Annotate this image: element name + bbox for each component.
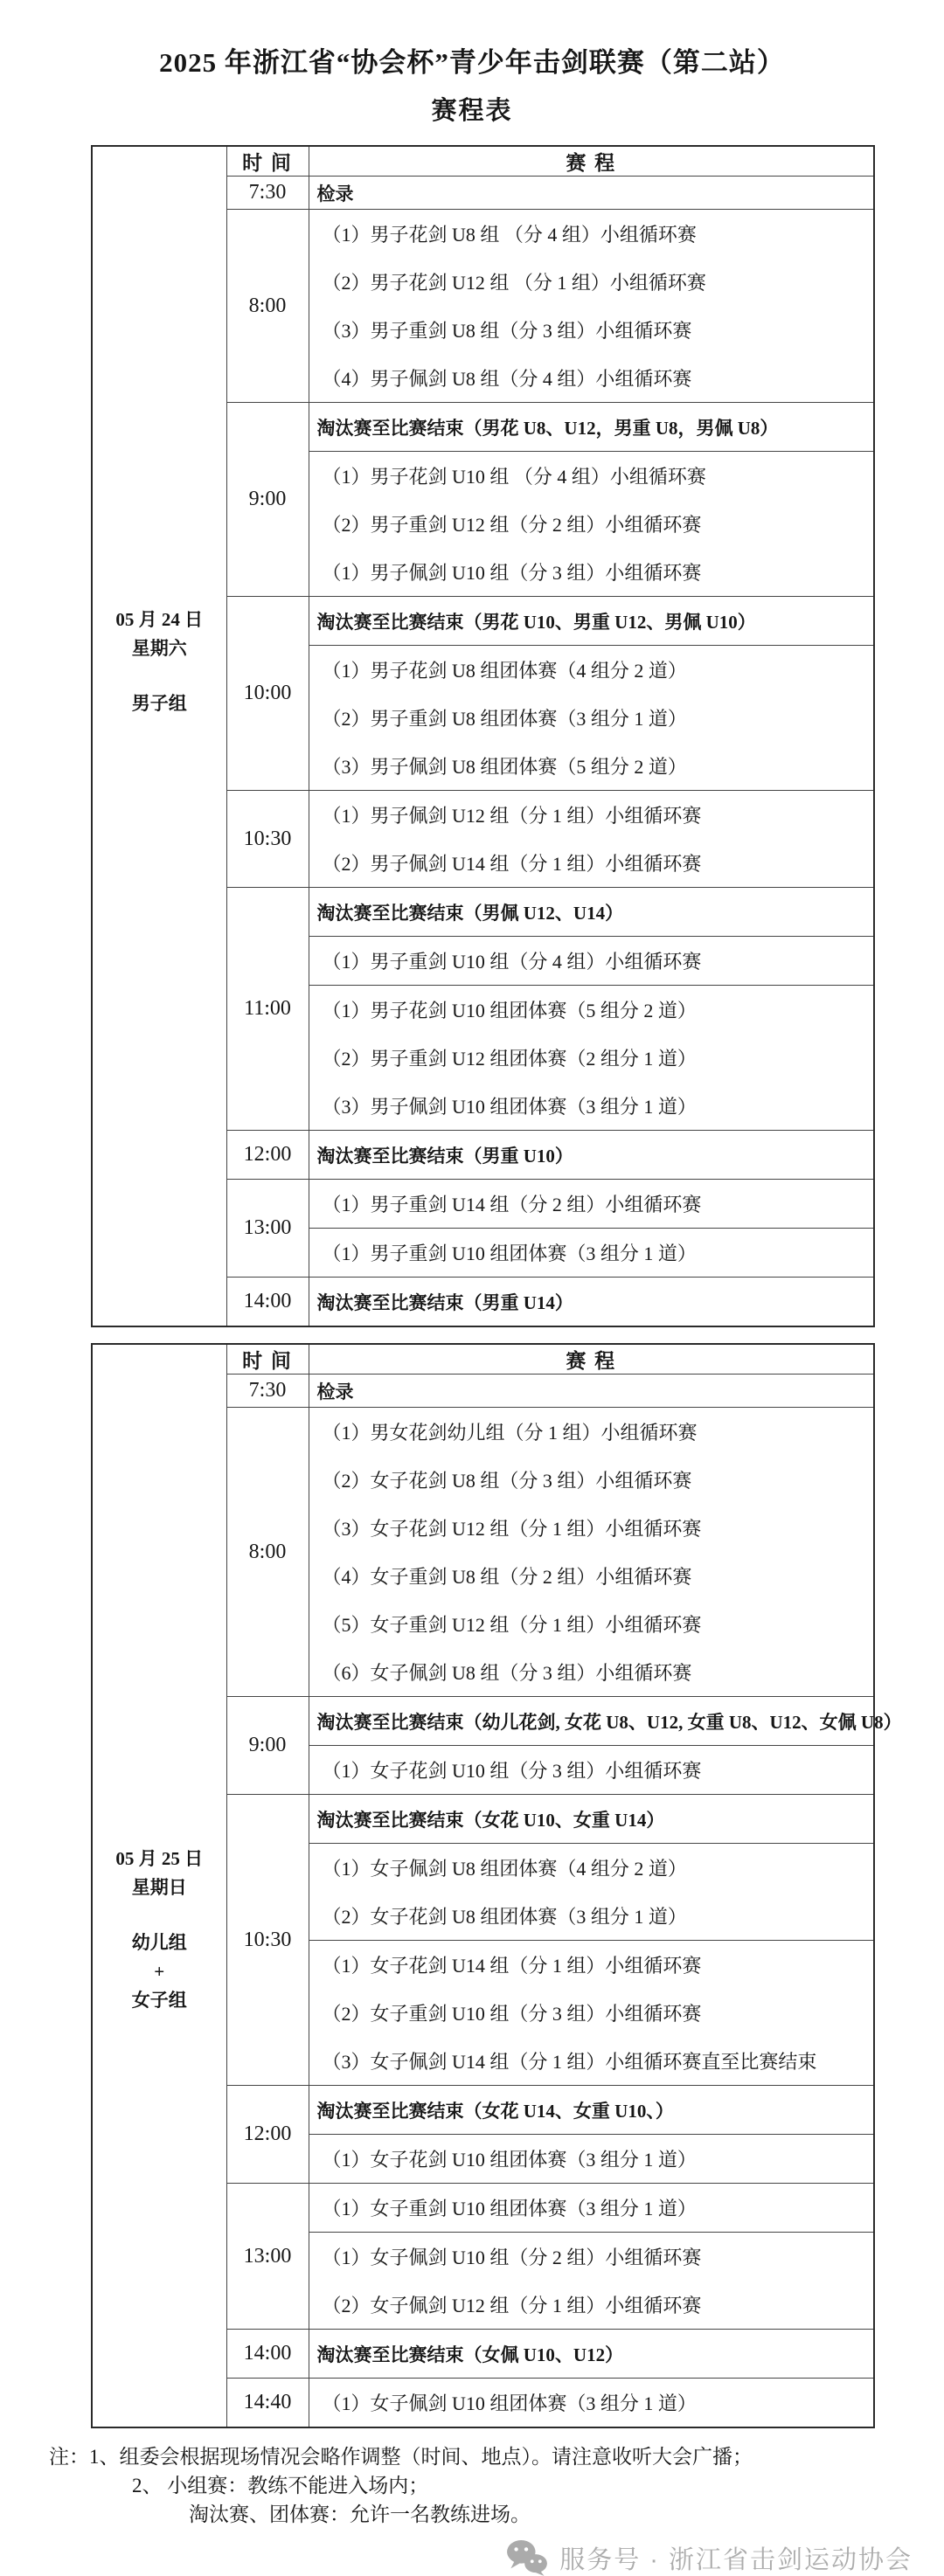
schedule-line: （1）男子重剑 U14 组（分 2 组）小组循环赛 bbox=[322, 1194, 702, 1215]
schedule-line: （3）女子佩剑 U14 组（分 1 组）小组循环赛直至比赛结束 bbox=[322, 2051, 817, 2073]
time-cell: 12:00 bbox=[226, 1131, 309, 1180]
time-column-header: 时 间 bbox=[226, 146, 309, 177]
schedule-line: 检录 bbox=[316, 1381, 354, 1402]
schedule-line: （3）男子佩剑 U8 组团体赛（5 组分 2 道） bbox=[322, 756, 687, 778]
schedule-line: 淘汰赛至比赛结束（男花 U8、U12，男重 U8，男佩 U8） bbox=[316, 417, 779, 439]
schedule-line: 淘汰赛至比赛结束（男花 U10、男重 U12、男佩 U10） bbox=[316, 611, 756, 633]
time-cell: 10:30 bbox=[226, 791, 309, 888]
schedule-line: （4）男子佩剑 U8 组（分 4 组）小组循环赛 bbox=[322, 368, 692, 390]
schedule-line: （3）男子重剑 U8 组（分 3 组）小组循环赛 bbox=[322, 320, 692, 342]
group-label-line: 星期日 bbox=[131, 1876, 187, 1898]
schedule-cell bbox=[309, 2233, 874, 2330]
schedule-line: （1）男子佩剑 U12 组（分 1 组）小组循环赛 bbox=[322, 805, 702, 827]
schedule-cell bbox=[309, 646, 874, 791]
group-label bbox=[92, 1344, 226, 2427]
schedule-table-day2 bbox=[91, 1343, 902, 2428]
schedule-line: （2）男子花剑 U12 组 （分 1 组）小组循环赛 bbox=[322, 272, 706, 294]
schedule-line: （1）男子花剑 U8 组 （分 4 组）小组循环赛 bbox=[322, 224, 697, 246]
footer-watermark bbox=[0, 2539, 944, 2576]
schedule-line: 检录 bbox=[316, 183, 354, 204]
group-label-line: 星期六 bbox=[131, 638, 187, 659]
schedule-line: （1）女子花剑 U14 组（分 1 组）小组循环赛 bbox=[322, 1955, 702, 1977]
schedule-line: （3）女子花剑 U12 组（分 1 组）小组循环赛 bbox=[322, 1518, 702, 1540]
schedule-line: （1）男子重剑 U10 组团体赛（3 组分 1 道） bbox=[322, 1243, 697, 1264]
schedule-cell bbox=[309, 1844, 874, 1941]
time-cell: 11:00 bbox=[226, 888, 309, 1131]
group-label-line: 男子组 bbox=[131, 693, 187, 714]
schedule-line: （1）女子佩剑 U10 组团体赛（3 组分 1 道） bbox=[322, 2392, 697, 2414]
schedule-line: （1）男女花剑幼儿组（分 1 组）小组循环赛 bbox=[322, 1422, 698, 1444]
group-label-line: 女子组 bbox=[131, 1989, 187, 2011]
note-line-1: 注：1、组委会根据现场情况会略作调整（时间、地点）。请注意收听大会广播； bbox=[49, 2446, 753, 2468]
schedule-line: （1）男子花剑 U10 组团体赛（5 组分 2 道） bbox=[322, 1000, 697, 1021]
schedule-cell bbox=[309, 1795, 874, 1844]
schedule-line: （3）男子佩剑 U10 组团体赛（3 组分 1 道） bbox=[322, 1096, 697, 1118]
note-line-2: 2、 小组赛：教练不能进入场内； bbox=[132, 2475, 429, 2496]
schedule-line: （2）女子花剑 U8 组（分 3 组）小组循环赛 bbox=[322, 1470, 692, 1492]
schedule-line: 淘汰赛至比赛结束（男重 U14） bbox=[316, 1291, 573, 1313]
time-cell: 7:30 bbox=[226, 177, 309, 210]
schedule-cell bbox=[309, 986, 874, 1131]
group-label-line bbox=[93, 1902, 226, 1929]
schedule-line: （4）女子重剑 U8 组（分 2 组）小组循环赛 bbox=[322, 1566, 692, 1588]
page-subtitle: 赛程表 bbox=[431, 97, 513, 125]
schedule-line: （6）女子佩剑 U8 组（分 3 组）小组循环赛 bbox=[322, 1662, 692, 1684]
group-label-line: 05 月 25 日 bbox=[115, 1847, 204, 1869]
schedule-line: （2）男子重剑 U12 组团体赛（2 组分 1 道） bbox=[322, 1048, 697, 1070]
schedule-cell bbox=[309, 1229, 874, 1278]
schedule-cell bbox=[309, 1131, 874, 1180]
time-cell: 13:00 bbox=[226, 2184, 309, 2330]
schedule-line: （2）男子重剑 U8 组团体赛（3 组分 1 道） bbox=[322, 708, 687, 730]
group-label-line: + bbox=[154, 1960, 165, 1982]
schedule-cell bbox=[309, 1697, 902, 1746]
schedule-line: （5）女子重剑 U12 组（分 1 组）小组循环赛 bbox=[322, 1614, 702, 1636]
group-label-line: 05 月 24 日 bbox=[115, 609, 204, 630]
time-cell: 8:00 bbox=[226, 1408, 309, 1697]
time-cell: 10:30 bbox=[226, 1795, 309, 2086]
schedule-table-day2-body bbox=[92, 1344, 902, 2427]
schedule-line: （2）男子佩剑 U14 组（分 1 组）小组循环赛 bbox=[322, 853, 702, 875]
time-column-header: 时 间 bbox=[226, 1344, 309, 1375]
schedule-cell bbox=[309, 1941, 874, 2086]
note-line-3: 淘汰赛、团体赛：允许一名教练进场。 bbox=[189, 2503, 531, 2525]
schedule-line: 淘汰赛至比赛结束（女佩 U10、U12） bbox=[316, 2344, 624, 2365]
schedule-line: （2）女子重剑 U10 组（分 3 组）小组循环赛 bbox=[322, 2003, 702, 2025]
schedule-cell bbox=[309, 452, 874, 597]
schedule-cell bbox=[309, 937, 874, 986]
time-cell: 14:40 bbox=[226, 2379, 309, 2428]
schedule-cell bbox=[309, 2086, 874, 2135]
schedule-cell bbox=[309, 2135, 874, 2184]
schedule-cell bbox=[309, 177, 874, 210]
schedule-line: 淘汰赛至比赛结束（男重 U10） bbox=[316, 1145, 573, 1167]
time-cell: 9:00 bbox=[226, 1697, 309, 1795]
schedule-cell bbox=[309, 1746, 874, 1795]
schedule-line: 淘汰赛至比赛结束（女花 U14、女重 U10、） bbox=[316, 2100, 674, 2122]
schedule-table-day1 bbox=[91, 145, 875, 1327]
time-cell: 14:00 bbox=[226, 2330, 309, 2379]
schedule-line: （1）男子花剑 U10 组 （分 4 组）小组循环赛 bbox=[322, 466, 706, 488]
time-cell: 9:00 bbox=[226, 403, 309, 597]
time-cell: 10:00 bbox=[226, 597, 309, 791]
schedule-cell bbox=[309, 210, 874, 403]
notes bbox=[49, 2442, 944, 2529]
schedule-line: 淘汰赛至比赛结束（幼儿花剑, 女花 U8、U12, 女重 U8、U12、女佩 U8） bbox=[316, 1711, 902, 1733]
schedule-cell bbox=[309, 1278, 874, 1327]
schedule-column-header: 赛 程 bbox=[309, 1344, 874, 1375]
time-cell: 8:00 bbox=[226, 210, 309, 403]
schedule-cell bbox=[309, 1180, 874, 1229]
time-cell: 12:00 bbox=[226, 2086, 309, 2184]
group-label bbox=[92, 146, 226, 1326]
schedule-cell bbox=[309, 403, 874, 452]
schedule-line: （1）男子花剑 U8 组团体赛（4 组分 2 道） bbox=[322, 660, 687, 682]
schedule-line: （1）女子花剑 U10 组（分 3 组）小组循环赛 bbox=[322, 1760, 702, 1782]
schedule-cell bbox=[309, 888, 874, 937]
schedule-line: （1）男子佩剑 U10 组（分 3 组）小组循环赛 bbox=[322, 562, 702, 584]
time-cell: 7:30 bbox=[226, 1375, 309, 1408]
schedule-line: （1）女子花剑 U10 组团体赛（3 组分 1 道） bbox=[322, 2149, 697, 2171]
schedule-cell bbox=[309, 2330, 874, 2379]
schedule-line: （1）女子重剑 U10 组团体赛（3 组分 1 道） bbox=[322, 2198, 697, 2219]
page-title: 2025 年浙江省“协会杯”青少年击剑联赛（第二站） bbox=[159, 47, 785, 78]
wechat-icon bbox=[506, 2539, 548, 2576]
schedule-cell bbox=[309, 791, 874, 888]
schedule-cell bbox=[309, 1408, 874, 1697]
schedule-line: （1）女子佩剑 U8 组团体赛（4 组分 2 道） bbox=[322, 1858, 687, 1880]
schedule-line: 淘汰赛至比赛结束（女花 U10、女重 U14） bbox=[316, 1809, 665, 1831]
schedule-line: （1）女子佩剑 U10 组（分 2 组）小组循环赛 bbox=[322, 2247, 702, 2268]
schedule-cell bbox=[309, 597, 874, 646]
schedule-cell bbox=[309, 2379, 874, 2428]
schedule-line: （2）女子花剑 U8 组团体赛（3 组分 1 道） bbox=[322, 1906, 687, 1928]
schedule-cell bbox=[309, 2184, 874, 2233]
schedule-cell bbox=[309, 1375, 874, 1408]
schedule-line: （2）女子佩剑 U12 组（分 1 组）小组循环赛 bbox=[322, 2295, 702, 2316]
footer-text: 服务号 · 浙江省击剑运动协会 bbox=[559, 2545, 913, 2574]
schedule-line: 淘汰赛至比赛结束（男佩 U12、U14） bbox=[316, 902, 624, 924]
schedule-column-header: 赛 程 bbox=[309, 146, 874, 177]
schedule-line: （1）男子重剑 U10 组（分 4 组）小组循环赛 bbox=[322, 951, 702, 973]
schedule-table-day1-body bbox=[92, 146, 874, 1326]
group-label-line: 幼儿组 bbox=[131, 1931, 187, 1953]
group-label-line bbox=[93, 663, 226, 689]
time-cell: 13:00 bbox=[226, 1180, 309, 1278]
time-cell: 14:00 bbox=[226, 1278, 309, 1327]
schedule-line: （2）男子重剑 U12 组（分 2 组）小组循环赛 bbox=[322, 514, 702, 536]
